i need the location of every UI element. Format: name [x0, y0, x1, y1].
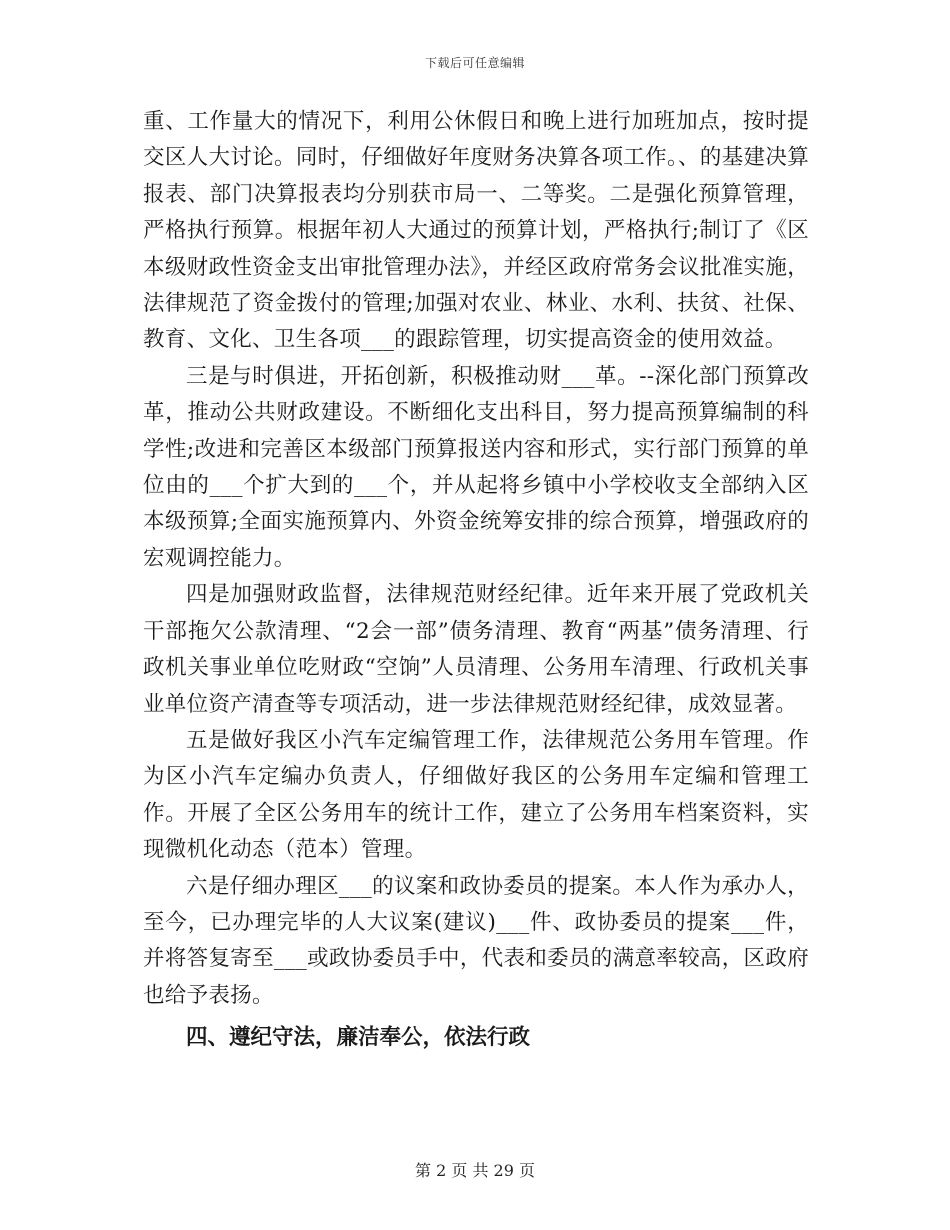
paragraph-item-3: 三是与时俱进，开拓创新，积极推动财___革。--深化部门预算改革，推动公共财政建设。不断细化支出科目，努力提高预算编制的科学性;改进和完善区本级部门预算报送内容和形式，实行部门预算的单位由的___个扩大到的___个，并从起将乡镇中小学校收支全部纳入区本级预算;全面实施预算内、外资金统筹安排的综合预算，增强政府的宏观调控能力。	[143, 363, 809, 571]
paragraph-continuation: 重、工作量大的情况下，利用公休假日和晚上进行加班加点，按时提交区人大讨论。同时，仔细做好年度财务决算各项工作。、的基建决算报表、部门决算报表均分别获市局一、二等奖。二是强化预算管理，严格执行预算。根据年初人大通过的预算计划，严格执行;制订了《区本级财政性资金支出审批管理办法》，并经区政府常务会议批准实施，法律规范了资金拨付的管理;加强对农业、林业、水利、扶贫、社保、教育、文化、卫生各项___的跟踪管理，切实提高资金的使用效益。	[143, 109, 809, 353]
paragraph-item-5: 五是做好我区小汽车定编管理工作，法律规范公务用车管理。作为区小汽车定编办负责人，仔细做好我区的公务用车定编和管理工作。开展了全区公务用车的统计工作，建立了公务用车档案资料，实现微机化动态（范本）管理。	[143, 727, 809, 863]
page-header: 下载后可任意编辑	[424, 56, 525, 70]
paragraph-item-6: 六是仔细办理区___的议案和政协委员的提案。本人作为承办人，至今，已办理完毕的人大议案(建议)___件、政协委员的提案___件，并将答复寄至___或政协委员手中，代表和委员的满意率较高，区政府也给予表扬。	[143, 873, 809, 1008]
document-body	[143, 104, 809, 1057]
paragraph-item-4: 四是加强财政监督，法律规范财经纪律。近年来开展了党政机关干部拖欠公款清理、“2会一部”债务清理、教育“两基”债务清理、行政机关事业单位吃财政“空饷”人员清理、公务用车清理、行政机关事业单位资产清查等专项活动，进一步法律规范财经纪律，成效显著。	[143, 582, 809, 717]
section-heading: 四、遵纪守法，廉洁奉公，依法行政	[186, 1025, 531, 1051]
page-number: 第 2 页 共 29 页	[415, 1161, 535, 1180]
